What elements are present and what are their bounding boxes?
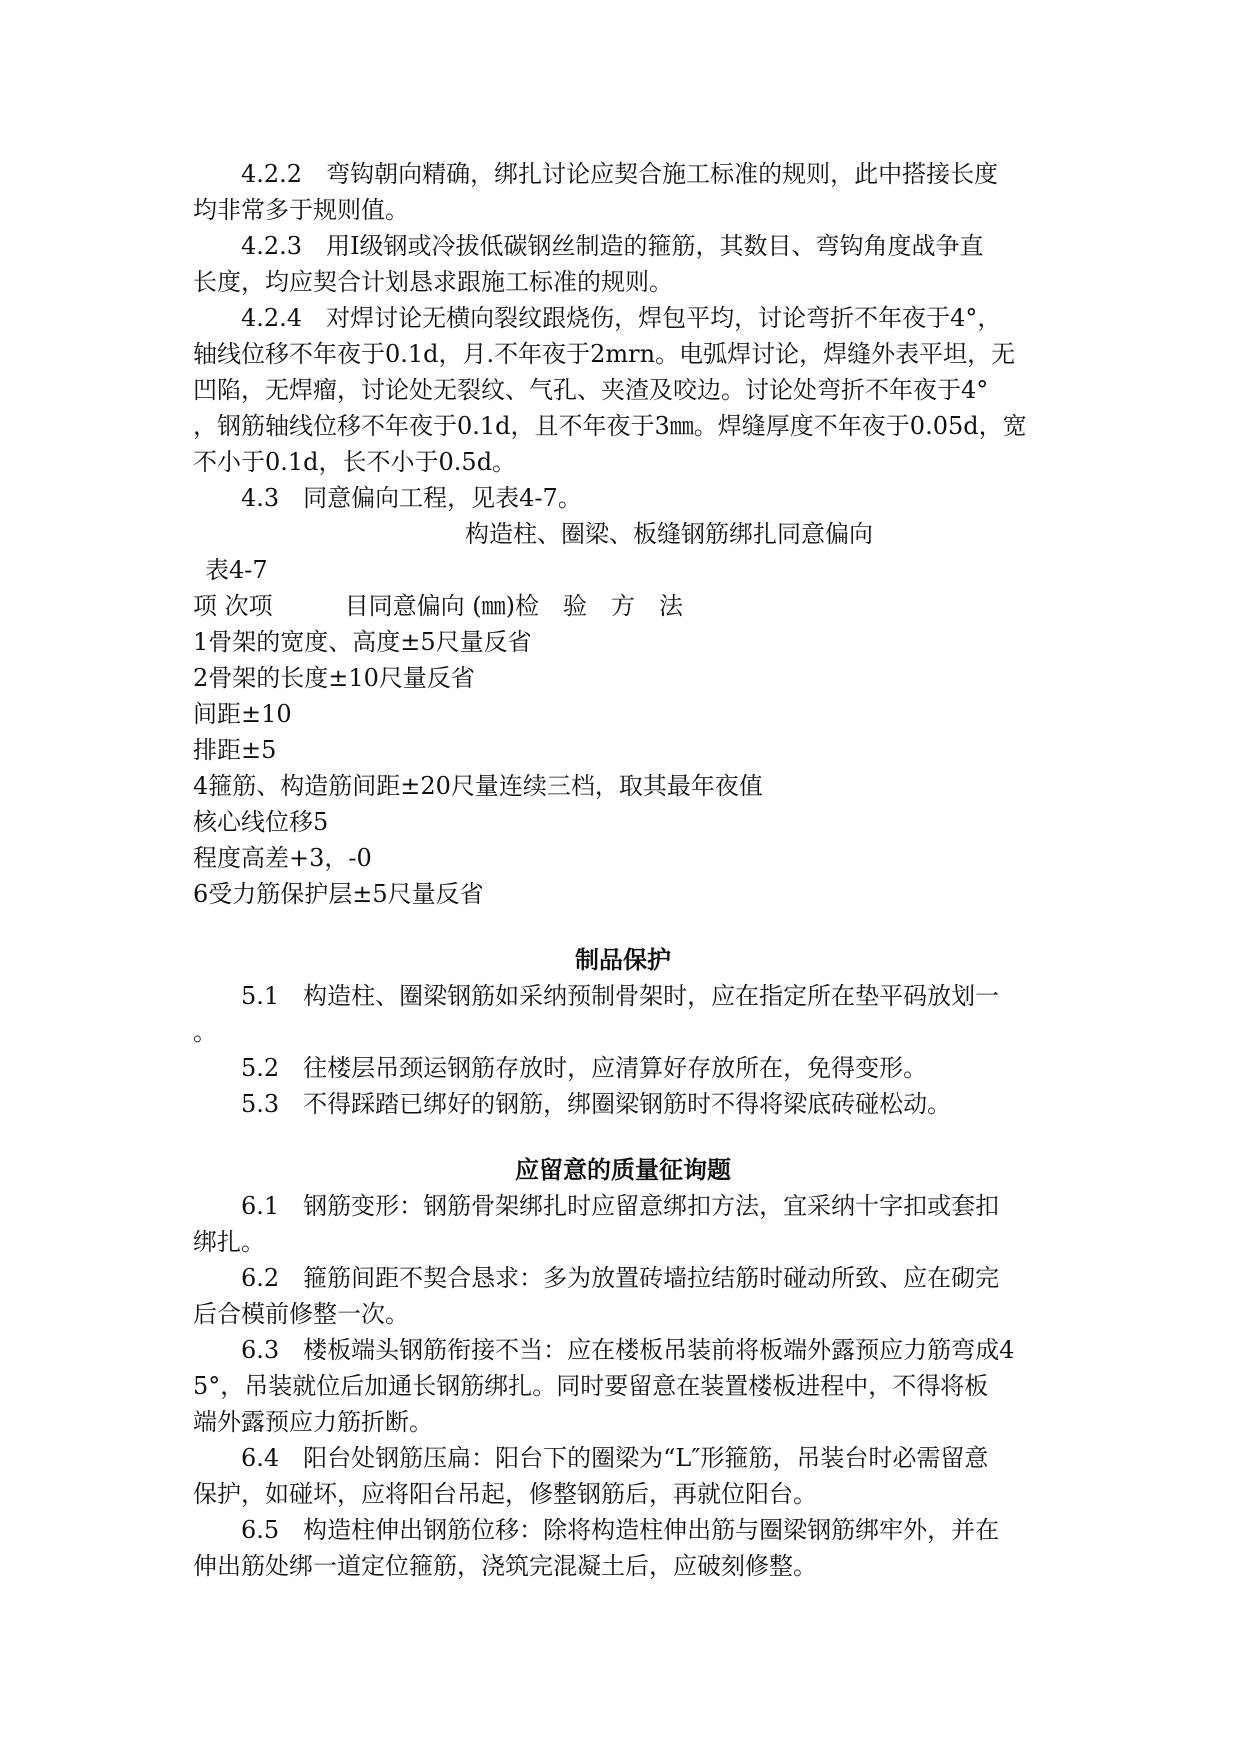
table-row: 程度高差+3，-0 (193, 844, 372, 872)
section-6 (193, 1152, 1053, 1584)
paragraph-5-1-line-1: 5.1 构造柱、圈梁钢筋如采纳预制骨架时，应在指定所在垫平码放划一 (241, 982, 1000, 1010)
paragraph-4-2-2-line-2: 均非常多于规则值。 (193, 196, 409, 224)
paragraph-6-4-line-2: 保护，如碰坏，应将阳台吊起，修整钢筋后，再就位阳台。 (193, 1480, 817, 1508)
table-4-7 (193, 516, 1053, 912)
section-5 (193, 942, 1053, 1122)
paragraph-6-1-line-1: 6.1 钢筋变形：钢筋骨架绑扎时应留意绑扣方法，宜采纳十字扣或套扣 (241, 1192, 1000, 1220)
paragraph-4-2-3-line-1: 4.2.3 用Ⅰ级钢或冷拔低碳钢丝制造的箍筋，其数目、弯钩角度战争直 (241, 232, 984, 260)
paragraph-6-3-line-1: 6.3 楼板端头钢筋衔接不当：应在楼板吊装前将板端外露预应力筋弯成4 (241, 1336, 1015, 1364)
paragraph-6-5-line-1: 6.5 构造柱伸出钢筋位移：除将构造柱伸出筋与圈梁钢筋绑牢外，并在 (241, 1516, 1000, 1544)
paragraph-4-2-4-line-4: ，钢筋轴线位移不年夜于0.1d，且不年夜于3㎜。焊缝厚度不年夜于0.05d，宽 (193, 412, 1027, 440)
section-4 (193, 156, 1053, 516)
paragraph-4-2-3-line-2: 长度，均应契合计划恳求跟施工标准的规则。 (193, 268, 673, 296)
table-row: 核心线位移5 (193, 808, 329, 836)
paragraph-5-1-line-2: 。 (193, 1018, 217, 1046)
table-header: 项 次项 目同意偏向 (㎜)检 验 方 法 (193, 592, 683, 620)
paragraph-5-3: 5.3 不得踩踏已绑好的钢筋，绑圈梁钢筋时不得将梁底砖碰松动。 (241, 1090, 952, 1118)
paragraph-4-2-4-line-2: 轴线位移不年夜于0.1d，月.不年夜于2mrn。电弧焊讨论，焊缝外表平坦，无 (193, 340, 1016, 368)
paragraph-6-3-line-2: 5°，吊装就位后加通长钢筋绑扎。同时要留意在装置楼板进程中，不得将板 (193, 1372, 989, 1400)
table-row: 2骨架的长度±10尺量反省 (193, 664, 475, 692)
paragraph-4-2-2-line-1: 4.2.2 弯钩朝向精确，绑扎讨论应契合施工标准的规则，此中搭接长度 (241, 160, 999, 188)
paragraph-6-2-line-1: 6.2 箍筋间距不契合恳求：多为放置砖墙拉结筋时碰动所致、应在砌完 (241, 1264, 1000, 1292)
paragraph-6-4-line-1: 6.4 阳台处钢筋压扁：阳台下的圈梁为“L″形箍筋，吊装台时必需留意 (241, 1444, 989, 1472)
paragraph-6-3-line-3: 端外露预应力筋折断。 (193, 1408, 433, 1436)
section-5-heading: 制品保护 (575, 946, 671, 974)
paragraph-5-2: 5.2 往楼层吊颈运钢筋存放时，应清算好存放所在，免得变形。 (241, 1054, 928, 1082)
section-6-heading: 应留意的质量征询题 (515, 1156, 731, 1184)
table-row: 1骨架的宽度、高度±5尺量反省 (193, 628, 532, 656)
paragraph-4-2-4-line-5: 不小于0.1d，长不小于0.5d。 (193, 448, 517, 476)
table-row: 间距±10 (193, 700, 292, 728)
paragraph-4-2-4-line-1: 4.2.4 对焊讨论无横向裂纹跟烧伤，焊包平均，讨论弯折不年夜于4°， (241, 304, 1002, 332)
paragraph-4-2-4-line-3: 凹陷，无焊瘤，讨论处无裂纹、气孔、夹渣及咬边。讨论处弯折不年夜于4° (193, 376, 989, 404)
paragraph-6-1-line-2: 绑扎。 (193, 1228, 265, 1256)
table-row: 排距±5 (193, 736, 277, 764)
paragraph-6-5-line-2: 伸出筋处绑一道定位箍筋，浇筑完混凝土后，应破刻修整。 (193, 1552, 817, 1580)
table-number: 表4-7 (205, 556, 268, 584)
table-row: 6受力筋保护层±5尺量反省 (193, 880, 484, 908)
paragraph-6-2-line-2: 后合模前修整一次。 (193, 1300, 409, 1328)
table-row: 4箍筋、构造筋间距±20尺量连续三档，取其最年夜值 (193, 772, 763, 800)
paragraph-4-3: 4.3 同意偏向工程，见表4-7。 (241, 484, 582, 512)
table-caption: 构造柱、圈梁、板缝钢筋绑扎同意偏向 (465, 520, 873, 548)
